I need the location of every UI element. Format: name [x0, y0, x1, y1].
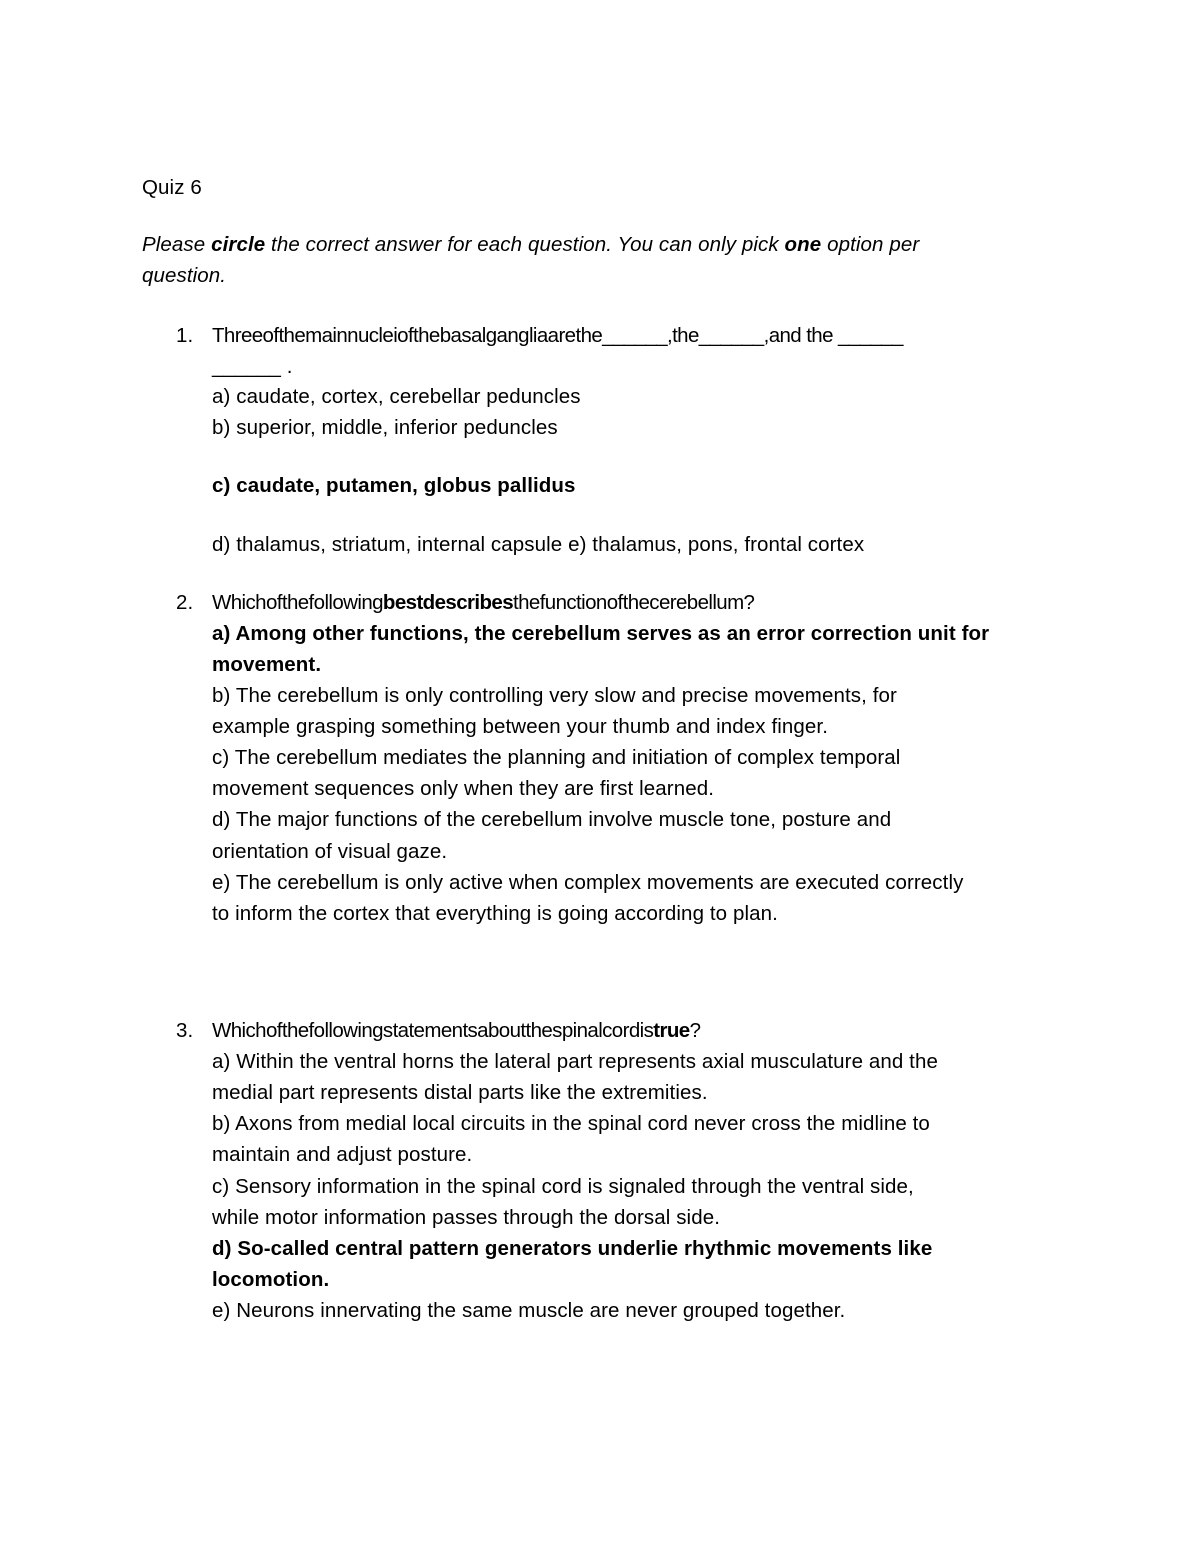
correct-answer-text: d) So-called central pattern generators underlie rhythmic movements like	[212, 1237, 933, 1260]
question-2-option-c: c) The cerebellum mediates the planning and initiation of complex temporal	[212, 746, 901, 769]
question-2-option-d: d) The major functions of the cerebellum involve muscle tone, posture and	[212, 808, 892, 831]
correct-answer-text: movement.	[212, 653, 322, 676]
instructions-emphasis-one: one	[784, 233, 822, 256]
instructions-text: option per	[821, 233, 920, 256]
question-3-option-a-continued: medial part represents distal parts like the extremities.	[212, 1081, 708, 1104]
question-2-option-e: e) The cerebellum is only active when complex movements are executed correctly	[212, 871, 964, 894]
question-3-option-a: a) Within the ventral horns the lateral part represents axial musculature and the	[212, 1050, 938, 1073]
question-3-option-c-continued: while motor information passes through the dorsal side.	[212, 1206, 721, 1229]
question-text: thefunctionofthecerebellum?	[513, 591, 755, 614]
question-text: ?	[689, 1019, 701, 1042]
question-2-option-a-correct-continued	[212, 649, 321, 680]
question-1-option-c-correct	[212, 470, 576, 501]
question-emphasis: bestdescribes	[382, 591, 513, 614]
question-emphasis: true	[653, 1019, 690, 1042]
question-2-option-b: b) The cerebellum is only controlling very slow and precise movements, for	[212, 684, 897, 707]
instructions-text: Please	[142, 233, 212, 256]
question-3-option-d-correct	[212, 1233, 932, 1264]
question-text: Whichofthefollowing	[212, 591, 383, 614]
instructions-text: the correct answer for each question. You can only pick	[265, 233, 785, 256]
question-1-option-b: b) superior, middle, inferior peduncles	[212, 416, 558, 439]
question-1-options-d-e: d) thalamus, striatum, internal capsule e) thalamus, pons, frontal cortex	[212, 533, 865, 556]
question-2-option-c-continued: movement sequences only when they are first learned.	[212, 777, 715, 800]
question-1-text-continued: ______ .	[212, 355, 293, 378]
question-2-option-a-correct	[212, 618, 989, 649]
instructions-line-2: question.	[142, 264, 227, 287]
instructions-line-1	[142, 229, 919, 260]
question-2-option-b-continued: example grasping something between your thumb and index finger.	[212, 715, 828, 738]
question-1-option-a: a) caudate, cortex, cerebellar peduncles	[212, 385, 581, 408]
question-3-number: 3.	[176, 1019, 194, 1042]
quiz-title: Quiz 6	[142, 176, 202, 199]
question-1-text: Threeofthemainnucleiofthebasalgangliaarethe______,the______,and the ______	[212, 324, 903, 347]
correct-answer-text: c) caudate, putamen, globus pallidus	[212, 474, 576, 497]
question-2-option-e-continued: to inform the cortex that everything is going according to plan.	[212, 902, 778, 925]
correct-answer-text: a) Among other functions, the cerebellum serves as an error correction unit for	[212, 622, 990, 645]
question-2-option-d-continued: orientation of visual gaze.	[212, 840, 448, 863]
instructions-emphasis-circle: circle	[211, 233, 266, 256]
question-text: Whichofthefollowingstatementsaboutthespinalcordis	[212, 1019, 654, 1042]
correct-answer-text: locomotion.	[212, 1268, 330, 1291]
question-3-text	[212, 1015, 700, 1046]
question-1-number: 1.	[176, 324, 194, 347]
question-3-option-b: b) Axons from medial local circuits in the spinal cord never cross the midline to	[212, 1112, 930, 1135]
question-2-number: 2.	[176, 591, 194, 614]
question-3-option-c: c) Sensory information in the spinal cord is signaled through the ventral side,	[212, 1175, 914, 1198]
question-2-text	[212, 587, 754, 618]
question-3-option-d-correct-continued	[212, 1264, 329, 1295]
question-3-option-b-continued: maintain and adjust posture.	[212, 1143, 473, 1166]
question-3-option-e: e) Neurons innervating the same muscle are never grouped together.	[212, 1299, 846, 1322]
